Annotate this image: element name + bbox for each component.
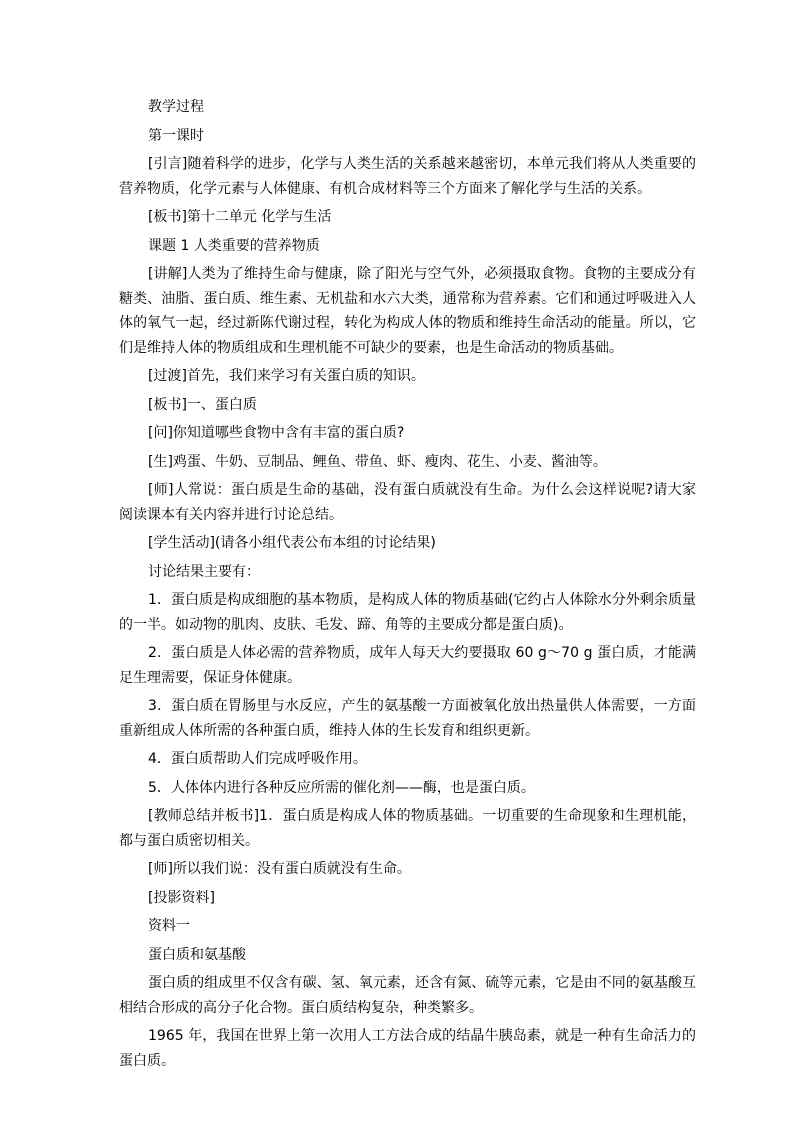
list-item-3: 3．蛋白质在胃肠里与水反应，产生的氨基酸一方面被氧化放出热量供人体需要，一方面重新组成人体所需的各种蛋白质，维持人体的生长发育和组织更新。 xyxy=(119,698,696,739)
paragraph-protein-amino-title: 蛋白质和氨基酸 xyxy=(148,946,246,963)
paragraph-projection: [投影资料] xyxy=(148,889,215,906)
list-item-1: 1．蛋白质是构成细胞的基本物质，是构成人体的物质基础(它约占人体除水分外剩余质量的一半。如动物的肌肉、皮肤、毛发、蹄、角等的主要成分都是蛋白质)。 xyxy=(119,592,696,633)
paragraph-explanation: [讲解]人类为了维持生命与健康，除了阳光与空气外，必须摄取食物。食物的主要成分有糖类、油脂、蛋白质、维生素、无机盐和水六大类，通常称为营养素。它们和通过呼吸进入人体的氧气一起，经过新陈代谢过程，转化为构成人体的物质和维持生命活动的能量。所以，它们是维持人体的物质组成和生理机能不可缺少的要素，也是生命活动的物质基础。 xyxy=(119,266,696,356)
list-item-4: 4．蛋白质帮助人们完成呼吸作用。 xyxy=(148,751,367,767)
paragraph-transition: [过渡]首先，我们来学习有关蛋白质的知识。 xyxy=(148,368,425,384)
blackboard-unit-title: [板书]第十二单元 化学与生活 xyxy=(148,209,332,225)
paragraph-discussion-results: 讨论结果主要有： xyxy=(148,563,260,580)
paragraph-student-answer: [生]鸡蛋、牛奶、豆制品、鲤鱼、带鱼、虾、瘦肉、花生、小麦、酱油等。 xyxy=(148,453,607,470)
blackboard-protein: [板书]一、蛋白质 xyxy=(148,396,257,413)
paragraph-teacher-summary: [教师总结并板书]1．蛋白质是构成人体的物质基础。一切重要的生命现象和生理机能，都与蛋白质密切相关。 xyxy=(119,808,696,849)
list-item-5: 5．人体体内进行各种反应所需的催化剂——酶，也是蛋白质。 xyxy=(148,779,535,796)
paragraph-teacher: [师]人常说：蛋白质是生命的基础，没有蛋白质就没有生命。为什么会这样说呢?请大家阅读课本有关内容并进行讨论总结。 xyxy=(119,482,696,523)
list-item-2: 2．蛋白质是人体必需的营养物质，成年人每天大约要摄取 60 g～70 g 蛋白质，才能满足生理需要，保证身体健康。 xyxy=(119,645,696,686)
paragraph-student-activity: [学生活动](请各小组代表公布本组的讨论结果) xyxy=(148,535,436,551)
paragraph-teacher-conclusion: [师]所以我们说：没有蛋白质就没有生命。 xyxy=(148,861,411,877)
paragraph-insulin-1965: 1965 年，我国在世界上第一次用人工方法合成的结晶牛胰岛素，就是一种有生命活力的蛋白质。 xyxy=(119,1028,696,1069)
paragraph-protein-composition: 蛋白质的组成里不仅含有碳、氢、氧元素，还含有氮、硫等元素，它是由不同的氨基酸互相结合形成的高分子化合物。蛋白质结构复杂，种类繁多。 xyxy=(119,975,696,1016)
lesson-topic-title: 课题 1 人类重要的营养物质 xyxy=(148,237,320,254)
paragraph-introduction: [引言]随着科学的进步，化学与人类生活的关系越来越密切，本单元我们将从人类重要的营养物质，化学元素与人体健康、有机合成材料等三个方面来了解化学与生活的关系。 xyxy=(119,156,696,197)
heading-teaching-process: 教学过程 xyxy=(148,99,204,115)
document-page xyxy=(119,95,696,1077)
paragraph-material-one: 资料一 xyxy=(148,918,190,934)
paragraph-question: [问]你知道哪些食物中含有丰富的蛋白质? xyxy=(148,425,405,441)
heading-first-lesson: 第一课时 xyxy=(148,127,204,144)
